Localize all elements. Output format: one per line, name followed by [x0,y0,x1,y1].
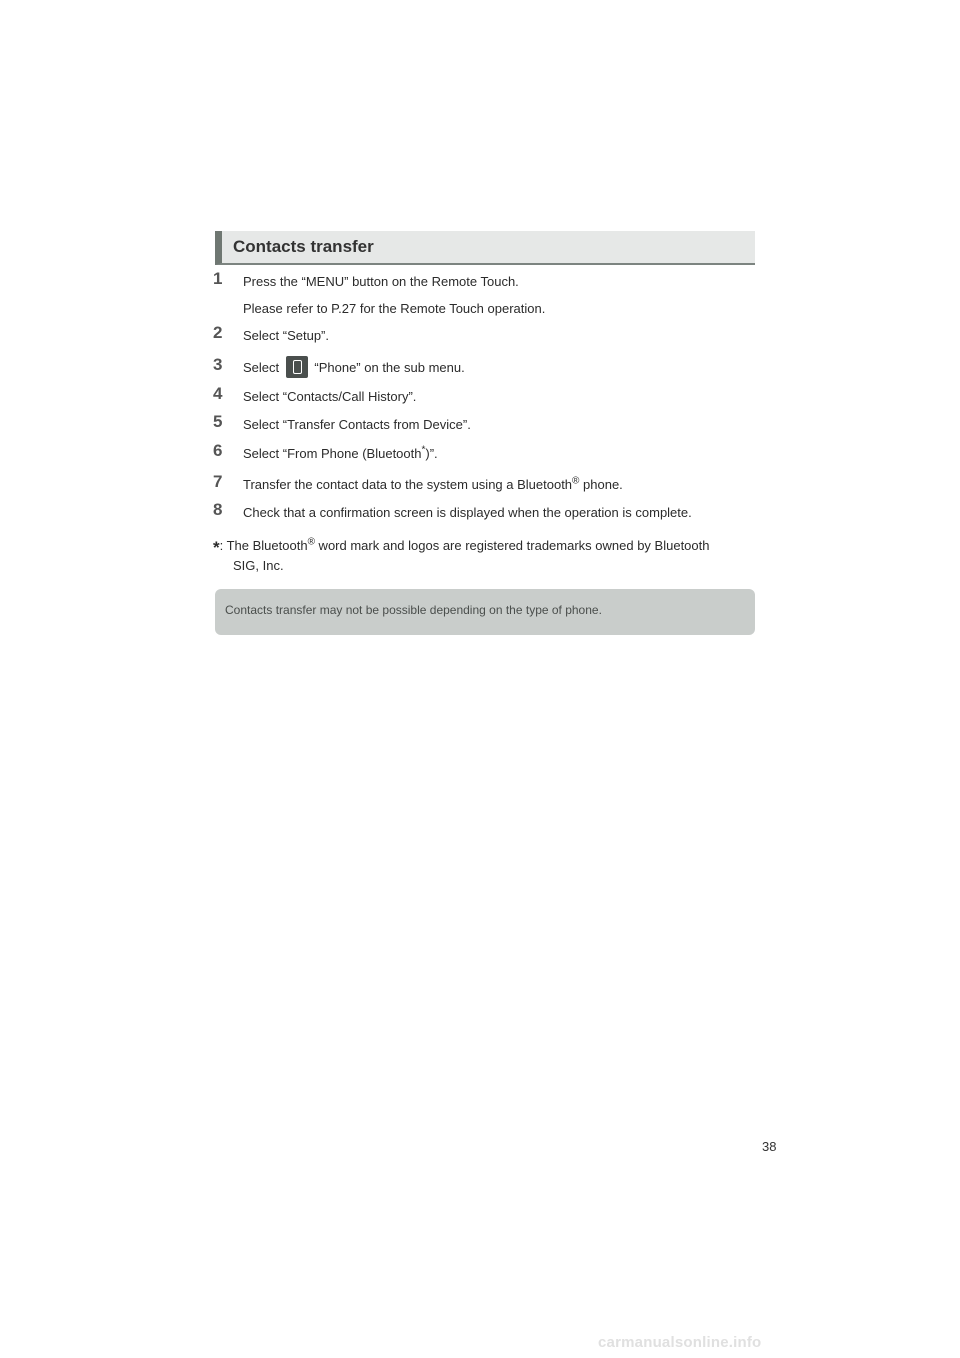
step-number: 1 [213,269,223,288]
step-text: Select “Contacts/Call History”. [243,388,417,404]
footnote-continuation: SIG, Inc. [233,558,284,573]
step-text: Select “Setup”. [243,328,329,343]
step-number: 4 [213,383,223,403]
step-text: Press the “MENU” button on the Remote Touch. [243,274,519,289]
step-text: Transfer the contact data to the system using a Bluetooth [243,476,573,492]
registered-mark: ® [307,536,315,548]
steps-list [213,269,758,522]
step-5 [213,411,758,434]
step-text: Select “Transfer Contacts from Device”. [243,416,471,432]
step-number: 7 [213,471,223,491]
phone-icon [286,356,308,378]
section-title: Contacts transfer [233,237,374,256]
section-header [215,231,755,265]
footnote-text: : The Bluetooth [219,538,308,553]
watermark: carmanualsonline.info [598,1334,762,1351]
step-7 [213,471,758,494]
step-8 [213,499,758,522]
step-6 [213,440,758,463]
step-1 [213,269,758,318]
step-text: )”. [425,445,438,461]
step-text: Select [243,360,280,375]
step-2 [213,323,758,345]
footnote-mark: * [213,538,220,557]
registered-mark: ® [572,475,580,487]
step-text: “Phone” on the sub menu. [314,360,465,375]
step-4 [213,383,758,406]
info-text: Contacts transfer may not be possible depending on the type of phone. [225,603,602,617]
step-note: Please refer to P.27 for the Remote Touch operation. [243,301,546,316]
step-number: 5 [213,411,223,431]
step-text: Check that a confirmation screen is displayed when the operation is complete. [243,504,692,520]
footnote [213,535,756,576]
asterisk-mark: * [421,444,426,456]
step-text: phone. [579,476,623,492]
step-number: 8 [213,499,223,519]
step-number: 2 [213,323,223,342]
info-box [215,589,755,635]
page-number: 38 [762,1139,777,1154]
footnote-text: word mark and logos are registered trademarks owned by Bluetooth [314,538,710,553]
step-number: 6 [213,440,223,460]
step-3 [213,355,758,378]
step-text: Select “From Phone (Bluetooth [243,445,422,461]
step-number: 3 [213,355,223,374]
